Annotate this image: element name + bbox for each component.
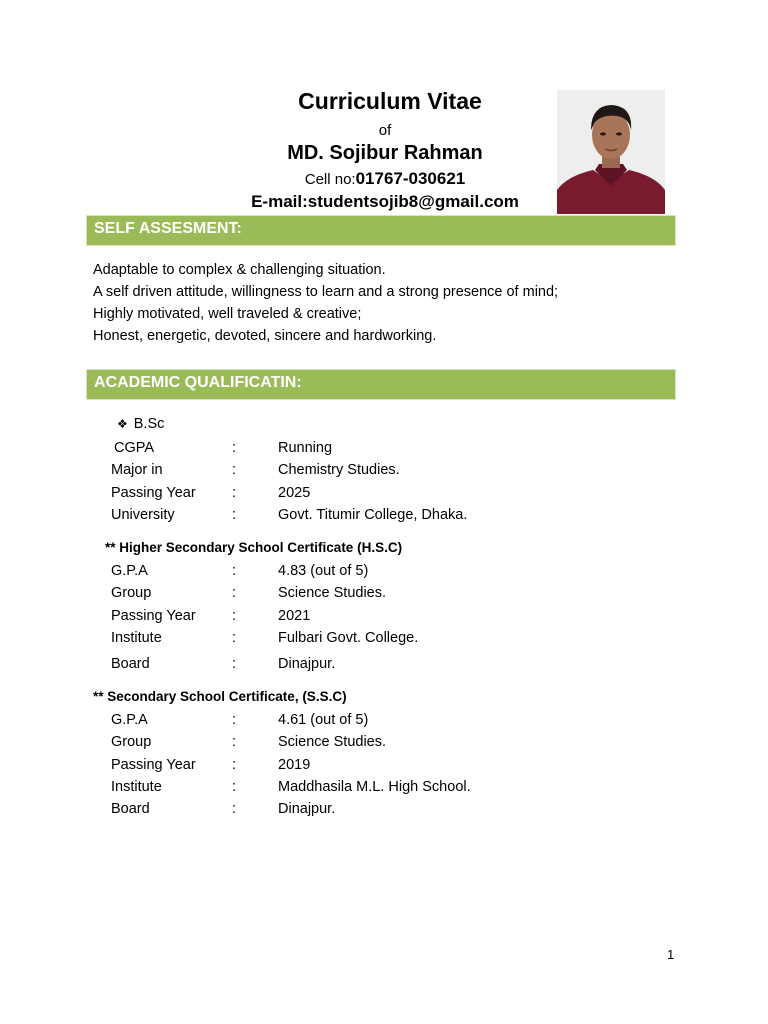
qual-value: 2019 — [278, 757, 311, 773]
qual-key: Board — [111, 801, 150, 817]
diamond-bullet-icon: ❖ — [117, 417, 128, 431]
qual-colon: : — [232, 630, 237, 646]
qual-key: Institute — [111, 630, 162, 646]
qual-value: 4.83 (out of 5) — [278, 563, 369, 579]
candidate-name: MD. Sojibur Rahman — [287, 142, 483, 164]
qual-colon: : — [232, 656, 237, 672]
qual-colon: : — [232, 779, 237, 795]
qual-value: Dinajpur. — [278, 656, 336, 672]
self-assessment-heading: SELF ASSESMENT: — [86, 215, 676, 246]
qual-value: Dinajpur. — [278, 801, 336, 817]
hsc-title: ** Higher Secondary School Certificate (H.S.C) — [105, 540, 403, 555]
qual-colon: : — [232, 485, 237, 501]
of-label: of — [378, 122, 392, 139]
qual-value: Running — [278, 440, 333, 456]
qual-key: Major in — [111, 462, 163, 478]
academic-heading: ACADEMIC QUALIFICATIN: — [86, 369, 676, 400]
qual-colon: : — [232, 462, 237, 478]
qual-key: Group — [111, 585, 152, 601]
assessment-line: Honest, energetic, devoted, sincere and hardworking. — [93, 328, 437, 344]
assessment-line: A self driven attitude, willingness to learn and a strong presence of mind; — [93, 284, 559, 300]
qual-colon: : — [232, 585, 237, 601]
qual-value: Chemistry Studies. — [278, 462, 400, 478]
portrait-image — [557, 90, 665, 214]
cell-number: 01767-030621 — [355, 169, 466, 188]
assessment-line: Highly motivated, well traveled & creative; — [93, 306, 362, 322]
qual-colon: : — [232, 712, 237, 728]
qual-value: Science Studies. — [278, 734, 387, 750]
ssc-title: ** Secondary School Certificate, (S.S.C) — [93, 689, 347, 704]
page-number: 1 — [667, 947, 675, 962]
assessment-line: Adaptable to complex & challenging situation. — [93, 262, 386, 278]
self-assessment-text — [93, 259, 558, 347]
qual-colon: : — [232, 734, 237, 750]
qual-key: Passing Year — [111, 485, 196, 501]
qual-value: Govt. Titumir College, Dhaka. — [278, 507, 468, 523]
qual-value: Maddhasila M.L. High School. — [278, 779, 471, 795]
bsc-title: B.Sc — [133, 416, 165, 432]
cv-title: Curriculum Vitae — [298, 88, 482, 114]
email-line: E-mail:studentsojib8@gmail.com — [251, 192, 519, 211]
bsc-item — [117, 416, 164, 432]
qual-value: Science Studies. — [278, 585, 387, 601]
qual-key: Passing Year — [111, 608, 196, 624]
qual-key: CGPA — [114, 440, 155, 456]
qual-colon: : — [232, 757, 237, 773]
qual-key: Institute — [111, 779, 162, 795]
qual-value: Fulbari Govt. College. — [278, 630, 419, 646]
qual-key: Board — [111, 656, 150, 672]
qual-key: G.P.A — [111, 563, 148, 579]
qual-key: Group — [111, 734, 152, 750]
qual-colon: : — [232, 440, 237, 456]
profile-photo — [557, 90, 665, 214]
qual-colon: : — [232, 801, 237, 817]
qual-colon: : — [232, 608, 237, 624]
qual-key: University — [111, 507, 175, 523]
qual-key: Passing Year — [111, 757, 196, 773]
cell-line — [220, 169, 550, 189]
qual-colon: : — [232, 563, 237, 579]
qual-colon: : — [232, 507, 237, 523]
qual-value: 2021 — [278, 608, 311, 624]
qual-key: G.P.A — [111, 712, 148, 728]
cell-label: Cell no: — [304, 171, 356, 188]
qual-value: 4.61 (out of 5) — [278, 712, 369, 728]
qual-value: 2025 — [278, 485, 311, 501]
